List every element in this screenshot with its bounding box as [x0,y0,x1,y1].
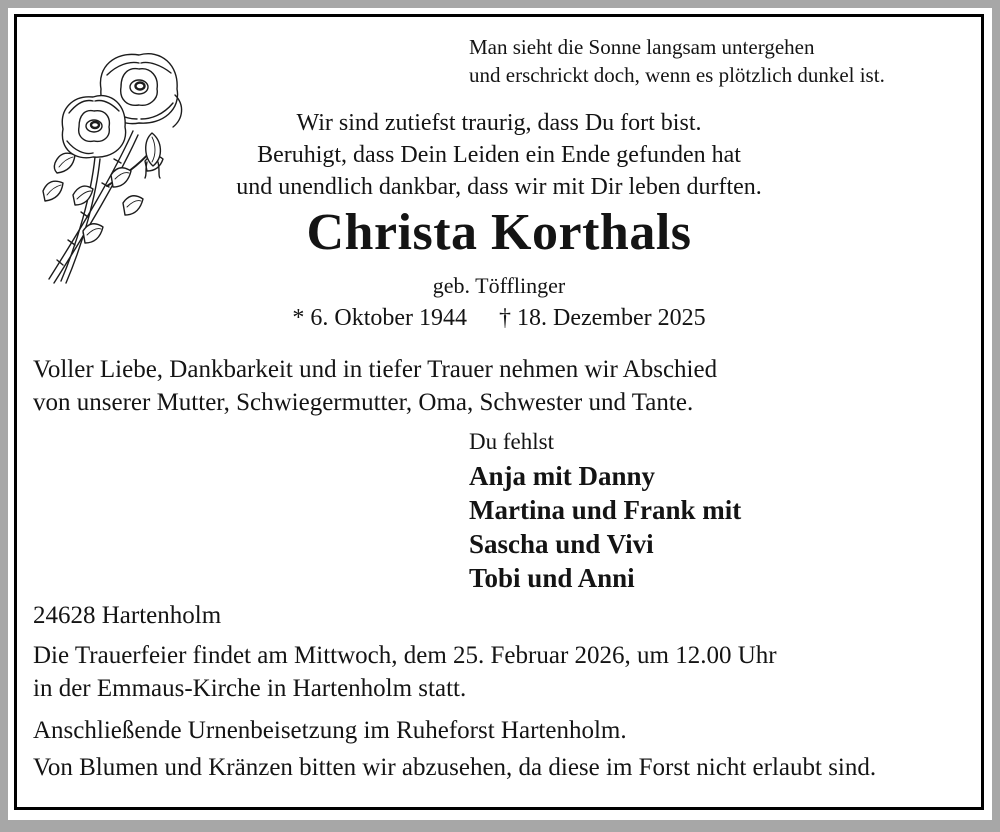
quote-line-1: Man sieht die Sonne langsam untergehen [469,35,815,59]
mourners-intro: Du fehlst [469,429,554,454]
tribute-line-3: und unendlich dankbar, dass wir mit Dir leben durften. [236,174,762,200]
farewell-text [33,353,717,419]
quote-line-2: und erschrickt doch, wenn es plötzlich dunkel ist. [469,63,885,87]
mourner-name-4: Tobi und Anni [469,563,635,593]
life-dates [17,305,981,332]
obituary-sheet [8,8,992,820]
farewell-line-2: von unserer Mutter, Schwiegermutter, Oma, Schwester und Tante. [33,389,694,416]
maiden-name: geb. Töfflinger [432,273,566,298]
flowers-note: Von Blumen und Kränzen bitten wir abzusehen, da diese im Forst nicht erlaubt sind. [33,754,877,781]
tribute-line-1: Wir sind zutiefst traurig, dass Du fort bist. [296,110,702,136]
mourner-name-3: Sascha und Vivi [469,529,654,559]
notice-border [14,14,984,810]
service-line-1: Die Trauerfeier findet am Mittwoch, dem 25. Februar 2026, um 12.00 Uhr [33,642,777,669]
tribute-text [17,107,981,203]
birth-date: * 6. Oktober 1944 [292,305,468,331]
burial-info: Anschließende Urnenbeisetzung im Ruheforst Hartenholm. [33,717,627,744]
service-info [33,639,777,705]
tribute-line-2: Beruhigt, dass Dein Leiden ein Ende gefunden hat [257,142,741,168]
farewell-line-1: Voller Liebe, Dankbarkeit und in tiefer Trauer nehmen wir Abschied [33,356,718,383]
service-line-2: in der Emmaus-Kirche in Hartenholm statt. [33,675,467,702]
mourner-name-1: Anja mit Danny [469,461,656,491]
death-date: † 18. Dezember 2025 [499,305,706,331]
location-text: 24628 Hartenholm [33,602,222,629]
memorial-quote [469,33,885,89]
mourners-list [469,459,741,595]
notice-content [17,17,981,807]
deceased-name: Christa Korthals [306,204,692,261]
mourner-name-2: Martina und Frank mit [469,495,742,525]
